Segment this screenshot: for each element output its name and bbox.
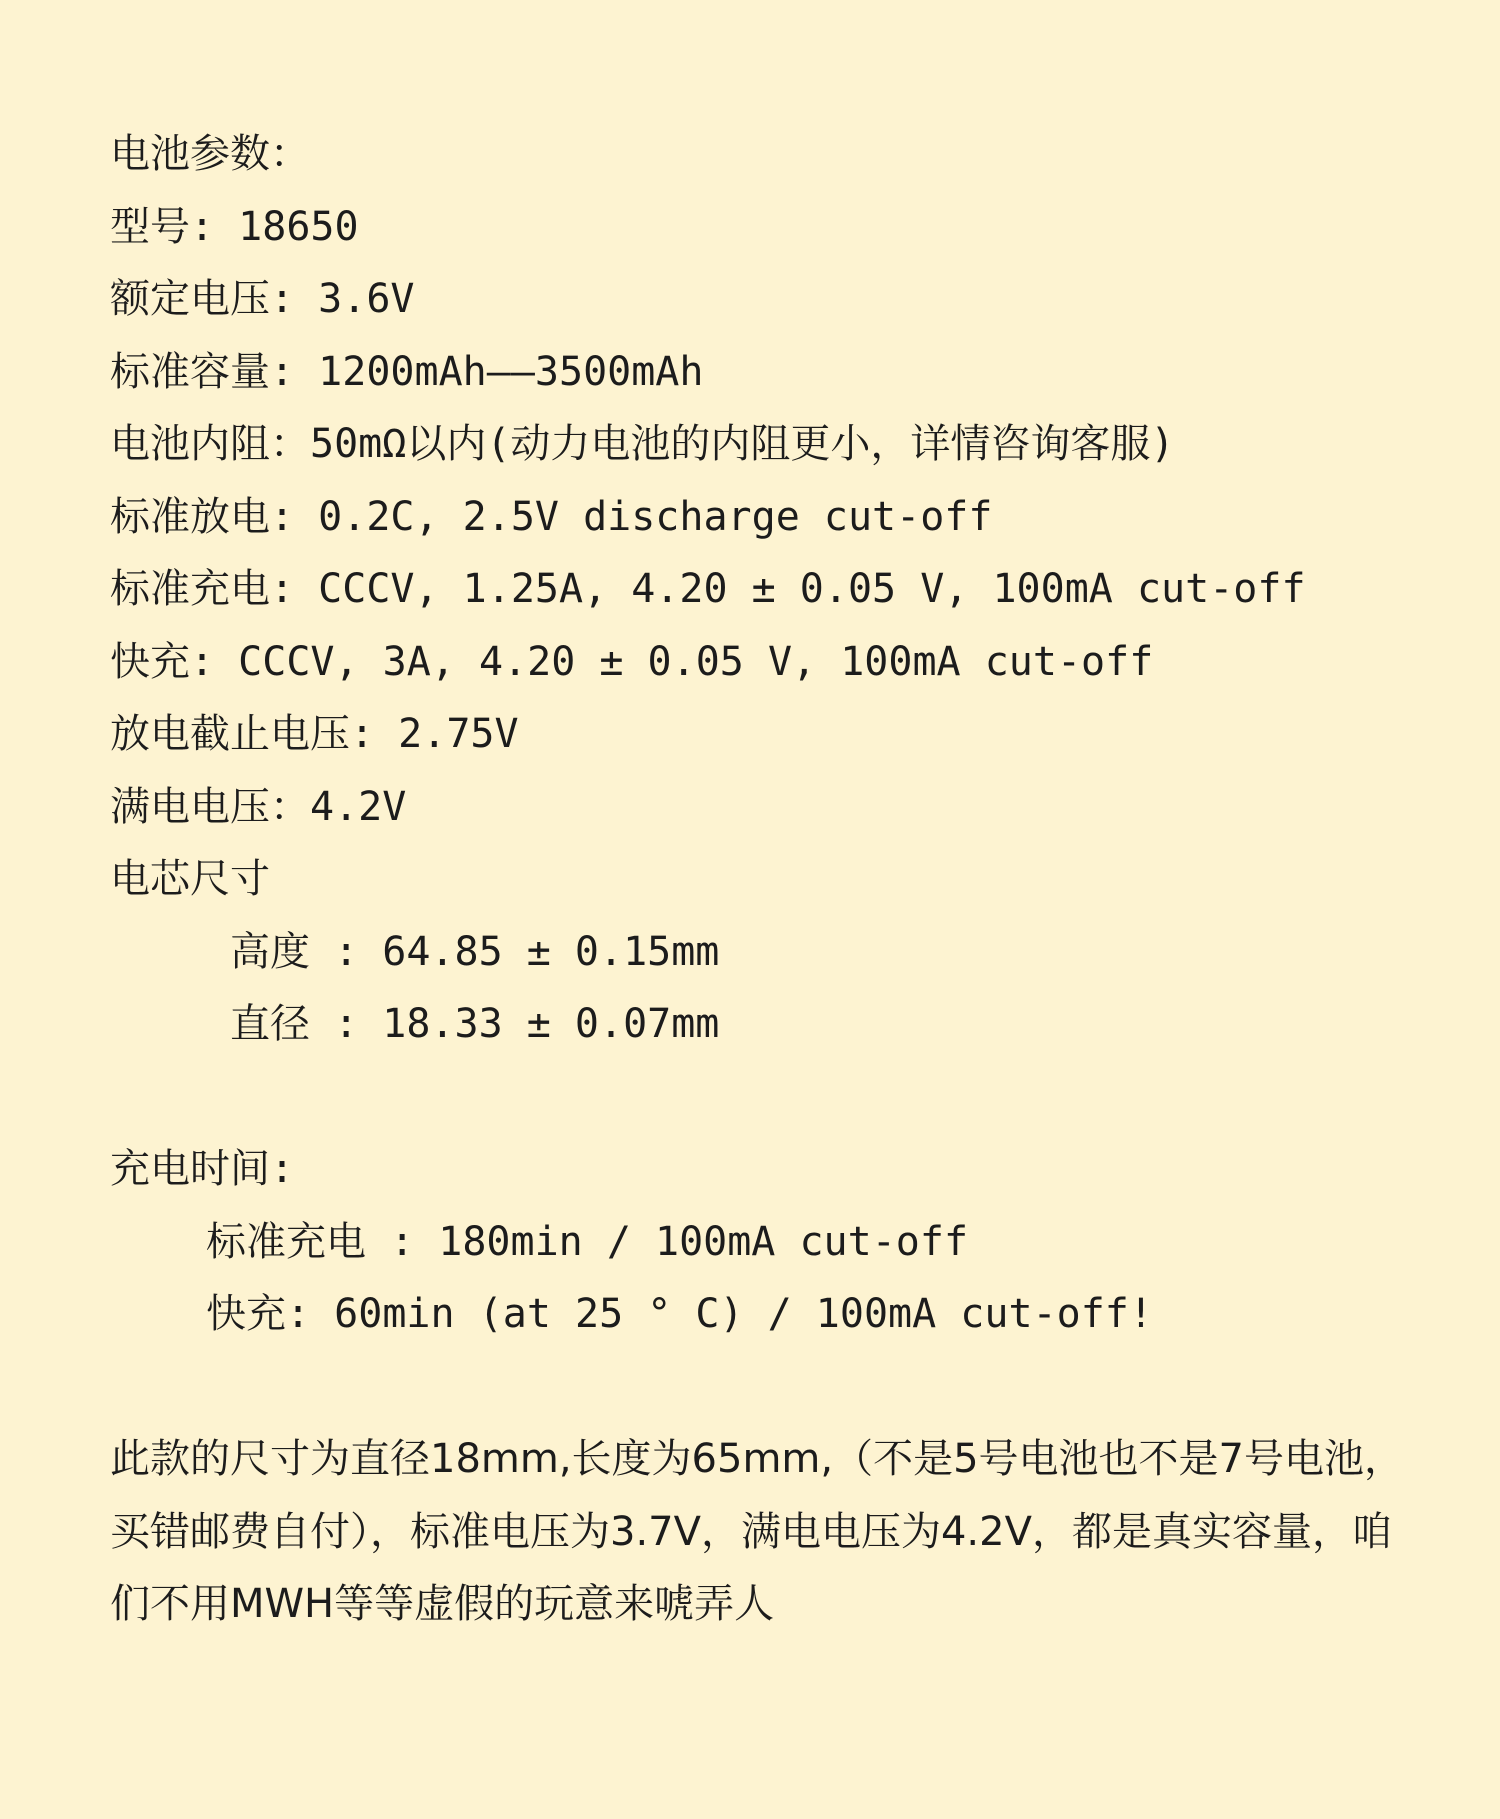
cell-size-heading: 电芯尺寸 [110, 856, 270, 902]
charge-time-fast: 快充: 60min (at 25 ° C) / 100mA cut-off! [206, 1291, 1153, 1337]
section-gap [110, 1351, 1430, 1424]
spec-line-cutoff-voltage: 放电截止电压: 2.75V [110, 711, 519, 757]
size-note-paragraph: 此款的尺寸为直径18mm,长度为65mm,（不是5号电池也不是7号电池，买错邮费自付），标准电压为3.7V，满电电压为4.2V，都是真实容量，咱们不用MWH等等虚假的玩意来唬弄人 [110, 1436, 1404, 1627]
spec-line-internal-resistance: 电池内阻：50mΩ以内(动力电池的内阻更小，详情咨询客服) [110, 421, 1175, 467]
spec-line-fast-charge: 快充: CCCV, 3A, 4.20 ± 0.05 V, 100mA cut-off [110, 638, 1154, 685]
spec-line-full-voltage: 满电电压：4.2V [110, 783, 407, 830]
section-gap [110, 1061, 1430, 1134]
spec-line-model: 型号: 18650 [110, 203, 359, 250]
spec-line-standard-discharge: 标准放电: 0.2C, 2.5V discharge cut-off [110, 493, 993, 540]
cell-size-height: 高度 : 64.85 ± 0.15mm [230, 928, 720, 975]
spec-line-standard-charge: 标准充电: CCCV, 1.25A, 4.20 ± 0.05 V, 100mA cut-off [110, 566, 1306, 612]
spec-line-capacity: 标准容量: 1200mAh——3500mAh [110, 348, 704, 395]
charge-time-standard: 标准充电 : 180min / 100mA cut-off [206, 1218, 969, 1265]
spec-line-rated-voltage: 额定电压: 3.6V [110, 276, 415, 322]
charge-time-heading: 充电时间: [110, 1146, 295, 1192]
spec-document [110, 118, 1430, 1641]
cell-size-diameter: 直径 : 18.33 ± 0.07mm [230, 1001, 720, 1047]
battery-params-heading: 电池参数： [110, 131, 310, 177]
